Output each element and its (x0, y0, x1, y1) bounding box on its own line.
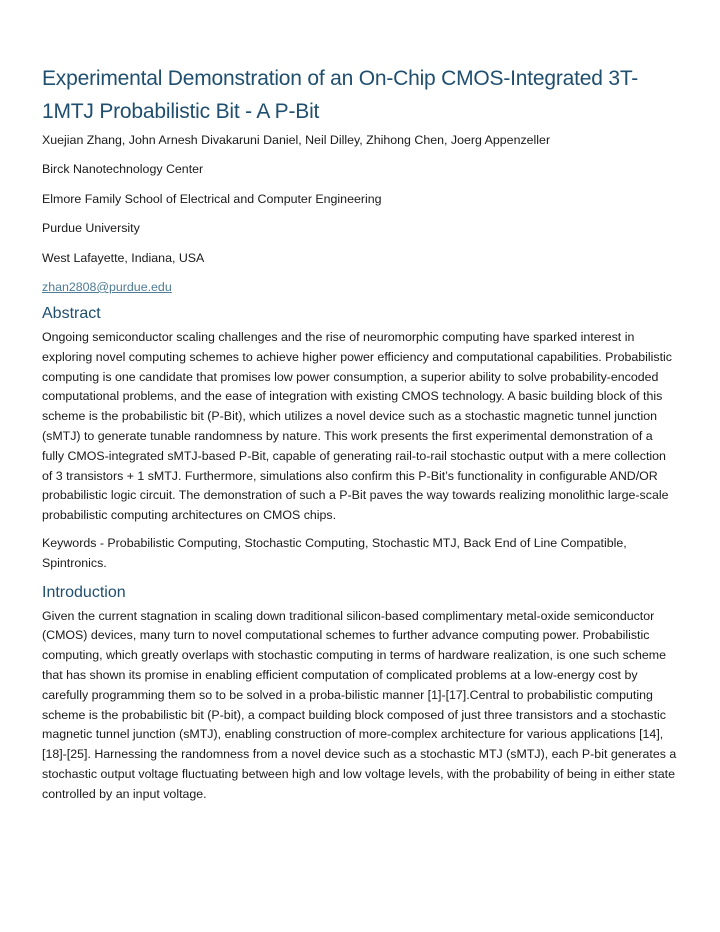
affiliation-location: West Lafayette, Indiana, USA (42, 250, 205, 265)
introduction-heading: Introduction (42, 583, 126, 601)
paper-title: Experimental Demonstration of an On-Chip CMOS-Integrated 3T-1MTJ Probabilistic Bit - A P-Bit (42, 67, 639, 123)
abstract-heading: Abstract (42, 304, 101, 322)
author-email-link[interactable]: zhan2808@purdue.edu (42, 279, 172, 294)
author-list: Xuejian Zhang, John Arnesh Divakaruni Daniel, Neil Dilley, Zhihong Chen, Joerg Appenzeller (42, 133, 551, 147)
abstract-body: Ongoing semiconductor scaling challenges and the rise of neuromorphic computing have sparked interest in exploring novel computing schemes to achieve higher power efficiency and computational capabilities. Probabilistic computing is one candidate that promises low power consumption, a superior ability to solve probability-encoded computational problems, and the ease of integration with existing CMOS technology. A basic building block of this scheme is the probabilistic bit (P-Bit), which utilizes a novel device such as a stochastic magnetic tunnel junction (sMTJ) to generate tunable randomness by nature. This work presents the first experimental demonstration of a fully CMOS-integrated sMTJ-based P-Bit, capable of generating rail-to-rail stochastic output with a mere collection of 3 transistors + 1 sMTJ. Furthermore, simulations also confirm this P-Bit’s functionality in configurable AND/OR probabilistic logic circuit. The demonstration of such a P-Bit paves the way towards realizing monolithic large-scale probabilistic computing architectures on CMOS chips. (42, 329, 672, 523)
affiliation-university: Purdue University (42, 221, 140, 236)
affiliation-school: Elmore Family School of Electrical and Computer Engineering (42, 191, 382, 206)
author-email-line (42, 279, 678, 295)
affiliation-center: Birck Nanotechnology Center (42, 162, 204, 177)
introduction-body: Given the current stagnation in scaling down traditional silicon-based complimentary metal-oxide semiconductor (CMOS) devices, many turn to novel computational schemes to further advance computing power. Probabilistic computing, which greatly overlaps with stochastic computing in terms of hardware realization, is one such scheme that has shown its promise in enabling efficient computation of complicated problems at a low-energy cost by carefully programming them so to be solved in a proba-bilistic manner [1]-[17].Central to probabilistic computing scheme is the probabilistic bit (P-bit), a compact building block composed of just three transistors and a stochastic magnetic tunnel junction (sMTJ), enabling construction of more-complex architecture for various applications [14], [18]-[25]. Harnessing the randomness from a novel device such as a stochastic MTJ (sMTJ), each P-bit generates a stochastic output voltage fluctuating between high and low voltage levels, with the probability of being in either state controlled by an input voltage. (42, 608, 677, 801)
keywords-line: Keywords - Probabilistic Computing, Stochastic Computing, Stochastic MTJ, Back End of Line Compatible, Spintronics. (42, 535, 627, 570)
